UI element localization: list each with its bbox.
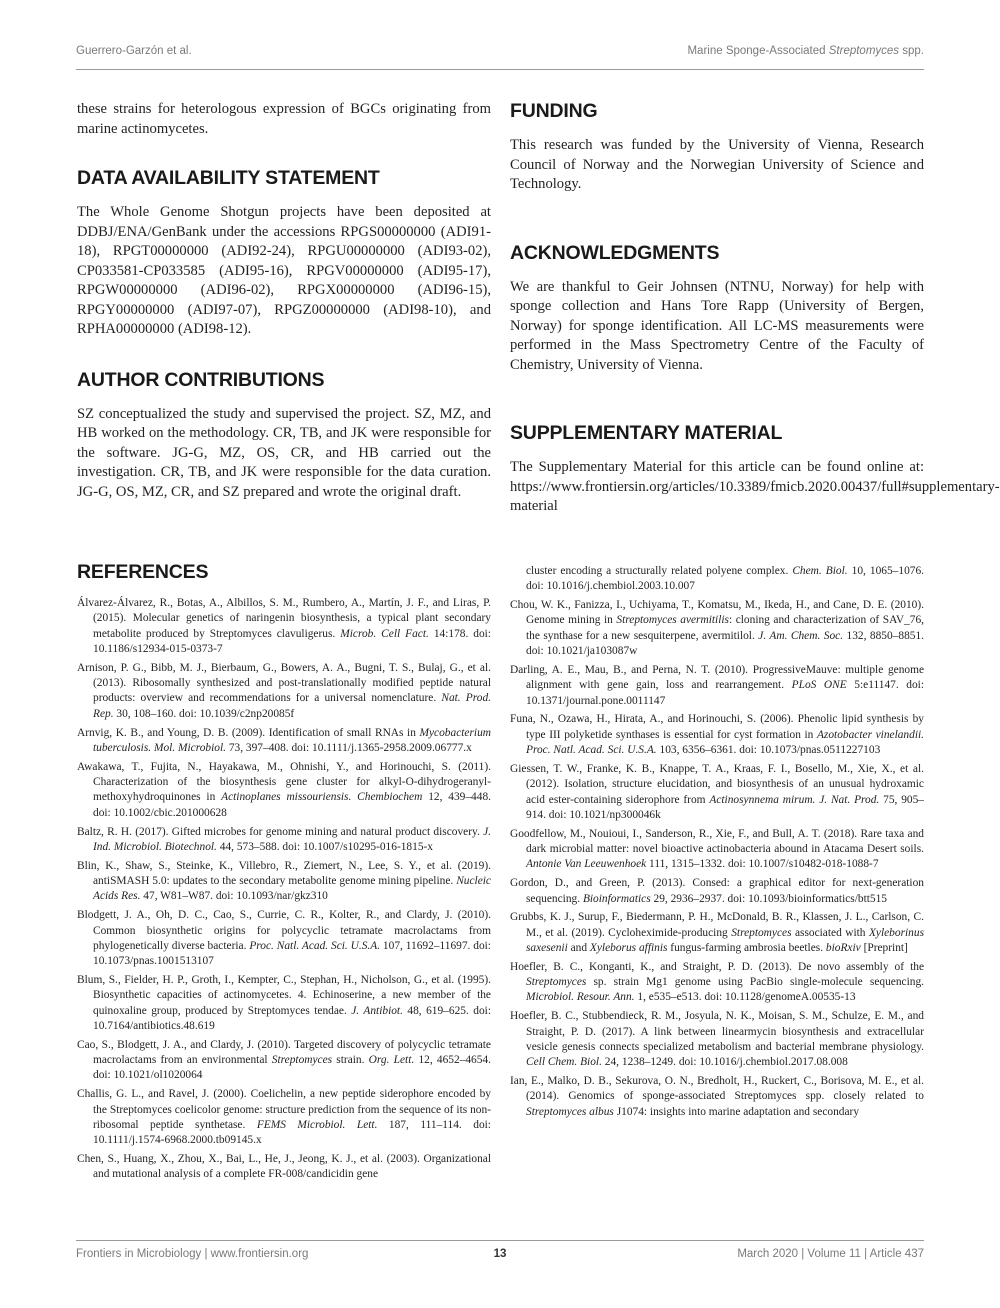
- reference-text-segment: Awakawa, T., Fujita, N., Hayakawa, M., Ohnishi, Y., and Horinouchi, S. (2011). Characterization of the biosynthesis gene cluster for alkyl-O-dihydrogeranyl-methoxyhydroquinones in: [77, 760, 491, 804]
- reference-item: [77, 596, 491, 657]
- reference-text-segment: 10, 1065–1076. doi: 10.1016/j.chembiol.2003.10.007: [526, 565, 924, 593]
- page-number: 13: [493, 1248, 507, 1260]
- reference-text-segment: Funa, N., Ozawa, H., Hirata, A., and Horinouchi, S. (2006). Phenolic lipid synthesis by type III polyketide synthases is essential for cyst formation in: [510, 713, 924, 741]
- data-availability-text: The Whole Genome Shotgun projects have been deposited at DDBJ/ENA/GenBank under the accessions RPGS00000000 (ADI91-18), RPGT00000000 (ADI92-24), RPGU00000000 (ADI93-02), CP033581-CP033585 (ADI95-16), RPGV00000000 (ADI95-17), RPGW00000000 (ADI96-02), RPGX00000000 (ADI96-15), RPGY00000000 (ADI97-07), RPGZ00000000 (ADI98-10), and RPHA00000000 (ADI98-12).: [77, 204, 491, 337]
- reference-text-segment: Challis, G. L., and Ravel, J. (2000). Coelichelin, a new peptide siderophore encoded by the Streptomyces coelicolor genome: structure prediction from the sequence of its non-ribosomal peptide synthetase.: [77, 1088, 491, 1131]
- header-title-prefix: Marine Sponge-Associated: [687, 45, 829, 57]
- funding-heading: FUNDING: [510, 100, 598, 122]
- footer-issue: March 2020 | Volume 11 | Article 437: [737, 1248, 924, 1260]
- reference-item: [77, 973, 491, 1034]
- reference-italic-segment: Streptomyces avermitilis: [616, 614, 729, 627]
- funding-text: This research was funded by the University of Vienna, Research Council of Norway and the Norwegian University of Science and Technology.: [510, 137, 924, 192]
- reference-item: [77, 908, 491, 969]
- reference-italic-segment: PLoS ONE: [791, 679, 847, 692]
- reference-item: [510, 598, 924, 659]
- reference-item: [77, 1087, 491, 1148]
- supplementary-heading: SUPPLEMENTARY MATERIAL: [510, 422, 783, 444]
- reference-text-segment: 12, 439–448. doi: 10.1002/cbic.201000628: [93, 791, 491, 819]
- reference-italic-segment: J. Ind. Microbiol. Biotechnol.: [93, 825, 491, 853]
- reference-text-segment: J1074: insights into marine adaptation and secondary: [613, 1105, 860, 1118]
- intro-continuation-text: these strains for heterologous expression of BGCs originating from marine actinomycetes.: [77, 101, 491, 137]
- running-footer: [76, 1240, 924, 1265]
- supplementary-text: The Supplementary Material for this article can be found online at: https://www.frontiersin.org/articles/10.3389/fmicb.2020.00437/full#supplementary-material: [510, 459, 1000, 514]
- reference-text-segment: Blodgett, J. A., Oh, D. C., Cao, S., Currie, C. R., Kolter, R., and Clardy, J. (2010). Common biosynthetic origins for polycyclic tetramate macrolactams from phylogenetically diverse bacteria.: [77, 909, 491, 952]
- reference-italic-segment: bioRxiv: [825, 941, 861, 954]
- reference-text-segment: : cloning and characterization of SAV_76, the synthase for a new sesquiterpene, avermitilol.: [526, 614, 924, 642]
- reference-text-segment: Chen, S., Huang, X., Zhou, X., Bai, L., He, J., Jeong, K. J., et al. (2003). Organizational and mutational analysis of a complete FR-008/candicidin gene: [77, 1153, 491, 1181]
- reference-italic-segment: Streptomyces: [271, 1054, 333, 1067]
- footer-journal: Frontiers in Microbiology | www.frontiersin.org: [76, 1248, 309, 1260]
- reference-item: [510, 876, 924, 907]
- reference-italic-segment: Xyleborus affinis: [589, 941, 668, 954]
- header-short-title: [687, 45, 924, 57]
- reference-item: [510, 960, 924, 1006]
- reference-item: [77, 859, 491, 905]
- reference-text-segment: Giessen, T. W., Franke, K. B., Knappe, T. A., Kraas, F. I., Bosello, M., Xie, X., et al. (2012). Isolation, structure elucidation, and biosynthesis of an unusual hydroxamic acid ester-containing siderophore from: [510, 762, 924, 806]
- reference-item: [510, 910, 924, 956]
- reference-text-segment: sp. strain Mg1 genome using PacBio single-molecule sequencing.: [586, 976, 924, 989]
- reference-item: [77, 1038, 491, 1084]
- running-header: [76, 43, 924, 70]
- reference-italic-segment: Cell Chem. Biol.: [526, 1056, 602, 1069]
- reference-text-segment: 5:e11147. doi: 10.1371/journal.pone.0011147: [526, 679, 925, 707]
- reference-italic-segment: Streptomyces: [526, 976, 587, 989]
- references-list-left: [77, 596, 491, 1183]
- reference-item-continuation: [510, 564, 924, 595]
- reference-item: [510, 762, 924, 823]
- reference-text-segment: Chou, W. K., Fanizza, I., Uchiyama, T., Komatsu, M., Ikeda, H., and Cane, D. E. (2010). Genome mining in: [510, 599, 924, 627]
- reference-text-segment: Álvarez-Álvarez, R., Botas, A., Albillos, S. M., Rumbero, A., Martín, J. F., and Liras, P. (2015). Molecular genetics of naringenin biosynthesis, a typical plant secondary metabolite produced by Streptomyces clavuligerus.: [77, 597, 491, 640]
- acknowledgments-text: We are thankful to Geir Johnsen (NTNU, Norway) for help with sponge collection and Hans Tore Rapp (University of Bergen, Norway) for sponge identification. All LC-MS measurements were performed in the Mass Spectrometry Centre of the Faculty of Chemistry, University of Vienna.: [510, 278, 924, 373]
- header-title-italic: Streptomyces: [828, 45, 900, 57]
- reference-item: [510, 712, 924, 758]
- reference-italic-segment: Nucleic Acids Res.: [93, 875, 491, 903]
- reference-text-segment: 75, 905–914. doi: 10.1021/np300046k: [526, 793, 924, 821]
- reference-italic-segment: Actinoplanes missouriensis. Chembiochem: [221, 791, 423, 804]
- reference-italic-segment: Bioinformatics: [582, 892, 651, 905]
- header-authors: Guerrero-Garzón et al.: [76, 45, 192, 57]
- reference-item: [77, 1152, 491, 1183]
- reference-italic-segment: Streptomyces: [731, 926, 792, 939]
- reference-item: [510, 1074, 924, 1120]
- reference-item: [77, 661, 491, 722]
- reference-text-segment: 47, W81–W87. doi: 10.1093/nar/gkz310: [140, 890, 328, 903]
- reference-italic-segment: Microb. Cell Fact.: [340, 627, 429, 640]
- reference-text-segment: 1, e535–e513. doi: 10.1128/genomeA.00535-13: [634, 991, 856, 1004]
- reference-text-segment: fungus-farming ambrosia beetles.: [667, 941, 826, 954]
- data-availability-heading: DATA AVAILABILITY STATEMENT: [77, 167, 380, 189]
- reference-text-segment: Blum, S., Fielder, H. P., Groth, I., Kempter, C., Stephan, H., Nicholson, G., et al. (1995). Biosynthetic capacities of actinomycetes. 4. Echinoserine, a new member of the quinoxaline group, produced by Streptomyces tendae.: [77, 973, 491, 1017]
- reference-text-segment: 30, 108–160. doi: 10.1039/c2np20085f: [113, 707, 295, 720]
- reference-text-segment: strain.: [332, 1054, 369, 1067]
- reference-text-segment: and: [567, 941, 590, 954]
- reference-text-segment: 12, 4652–4654. doi: 10.1021/ol1020064: [93, 1054, 491, 1082]
- reference-italic-segment: Chem. Biol.: [792, 565, 848, 577]
- reference-italic-segment: Nat. Prod. Rep.: [93, 692, 492, 720]
- reference-text-segment: 187, 111–114. doi: 10.1111/j.1574-6968.2000.tb09145.x: [93, 1118, 491, 1147]
- reference-text-segment: associated with: [791, 926, 869, 939]
- reference-text-segment: 132, 8850–8851. doi: 10.1021/ja103087w: [526, 629, 924, 658]
- reference-italic-segment: Actinosynnema mirum. J. Nat. Prod.: [709, 793, 880, 806]
- reference-text-segment: Arnvig, K. B., and Young, D. B. (2009). Identification of small RNAs in: [77, 726, 420, 739]
- reference-text-segment: Grubbs, K. J., Surup, F., Biedermann, P. H., McDonald, B. R., Klassen, J. L., Carlson, C. M., et al. (2019). Cycloheximide-producing: [510, 911, 924, 939]
- reference-italic-segment: Mycobacterium tuberculosis. Mol. Microbiol.: [93, 726, 491, 754]
- reference-italic-segment: Azotobacter vinelandii. Proc. Natl. Acad. Sci. U.S.A.: [526, 728, 924, 757]
- reference-italic-segment: Microbiol. Resour. Ann.: [526, 991, 635, 1004]
- reference-text-segment: Baltz, R. H. (2017). Gifted microbes for genome mining and natural product discovery.: [77, 825, 484, 838]
- reference-italic-segment: Streptomyces albus: [526, 1105, 614, 1118]
- reference-text-segment: Cao, S., Blodgett, J. A., and Clardy, J. (2010). Targeted discovery of polycyclic tetramate macrolactams from an environmental: [77, 1038, 491, 1067]
- references-heading: REFERENCES: [77, 561, 209, 583]
- author-contributions-text: SZ conceptualized the study and supervised the project. SZ, MZ, and HB worked on the methodology. CR, TB, and JK were responsible for the software. JG-G, MZ, OS, CR, and HB carried out the investigation. CR, TB, and JK were responsible for the data curation. JG-G, OS, MZ, CR, and SZ prepared and wrote the original draft.: [77, 405, 491, 500]
- reference-text-segment: Hoefler, B. C., Konganti, K., and Straight, P. D. (2013). De novo assembly of the: [510, 960, 924, 973]
- reference-text-segment: 44, 573–588. doi: 10.1007/s10295-016-1815-x: [216, 840, 434, 853]
- reference-item: [77, 760, 491, 821]
- reference-item: [77, 825, 491, 856]
- header-title-suffix: spp.: [899, 45, 924, 57]
- reference-italic-segment: FEMS Microbiol. Lett.: [256, 1118, 378, 1131]
- reference-text-segment: Blin, K., Shaw, S., Steinke, K., Villebro, R., Ziemert, N., Lee, S. Y., et al. (2019). antiSMASH 5.0: updates to the secondary metabolite genome mining pipeline.: [77, 859, 491, 888]
- left-column: [77, 100, 491, 502]
- reference-text-segment: 103, 6356–6361. doi: 10.1073/pnas.0511227103: [656, 744, 881, 757]
- reference-italic-segment: Org. Lett.: [368, 1054, 415, 1067]
- reference-italic-segment: Xyleborinus saxesenii: [526, 926, 924, 954]
- reference-text-segment: Darling, A. E., Mau, B., and Perna, N. T. (2010). ProgressiveMauve: multiple genome alignment with gene gain, loss and rearrangement.: [510, 663, 924, 692]
- reference-item: [77, 726, 491, 757]
- reference-italic-segment: J. Antibiot.: [351, 1004, 403, 1017]
- references-left-column: [77, 561, 491, 1186]
- reference-text-segment: Goodfellow, M., Nouioui, I., Sanderson, R., Xie, F., and Bull, A. T. (2018). Rare taxa and dark microbial matter: novel bioactive actinobacteria abound in Atacama Desert soils.: [510, 827, 924, 856]
- reference-text-segment: 29, 2936–2937. doi: 10.1093/bioinformatics/btt515: [650, 892, 888, 905]
- references-list-right: [510, 564, 924, 1120]
- acknowledgments-heading: ACKNOWLEDGMENTS: [510, 241, 720, 264]
- reference-text-segment: 14:178. doi: 10.1186/s12934-015-0373-7: [93, 627, 491, 655]
- reference-italic-segment: Proc. Natl. Acad. Sci. U.S.A.: [249, 939, 381, 952]
- reference-text-segment: [Preprint]: [860, 941, 908, 954]
- reference-text-segment: Ian, E., Malko, D. B., Sekurova, O. N., Bredholt, H., Ruckert, C., Borisova, M. E., et al. (2014). Genomics of sponge-associated Streptomyces spp. closely related to: [510, 1075, 924, 1103]
- right-column: [510, 100, 1000, 517]
- references-right-column: [510, 564, 924, 1124]
- reference-text-segment: Arnison, P. G., Bibb, M. J., Bierbaum, G., Bowers, A. A., Bugni, T. S., Bulaj, G., et al. (2013). Ribosomally synthesized and post-translationally modified peptide natural products: overview and recommendations for a universal nomenclature.: [77, 661, 491, 705]
- author-contributions-heading: AUTHOR CONTRIBUTIONS: [77, 368, 325, 391]
- reference-item: [510, 827, 924, 873]
- reference-text-segment: 48, 619–625. doi: 10.7164/antibiotics.48.619: [93, 1004, 491, 1032]
- reference-text-segment: Gordon, D., and Green, P. (2013). Consed: a graphical editor for next-generation sequencing.: [510, 877, 924, 905]
- reference-text-segment: 24, 1238–1249. doi: 10.1016/j.chembiol.2017.08.008: [601, 1056, 848, 1069]
- reference-italic-segment: Antonie Van Leeuwenhoek: [526, 858, 647, 871]
- reference-text-segment: 73, 397–408. doi: 10.1111/j.1365-2958.2009.06777.x: [225, 741, 472, 754]
- reference-text-segment: Hoefler, B. C., Stubbendieck, R. M., Josyula, N. K., Moisan, S. M., Schulze, E. M., and Straight, P. D. (2017). A link between linearmycin biosynthesis and extracellular vesicle genesis connects specialized metabolism and bacterial membrane physiology.: [510, 1010, 924, 1053]
- reference-item: [510, 663, 924, 709]
- reference-text-segment: 111, 1315–1332. doi: 10.1007/s10482-018-1088-7: [646, 858, 879, 871]
- reference-text-segment: 107, 11692–11697. doi: 10.1073/pnas.1001513107: [93, 939, 491, 968]
- reference-italic-segment: J. Am. Chem. Soc.: [758, 629, 844, 642]
- reference-text-segment: cluster encoding a structurally related polyene complex.: [526, 565, 793, 577]
- reference-item: [510, 1009, 924, 1070]
